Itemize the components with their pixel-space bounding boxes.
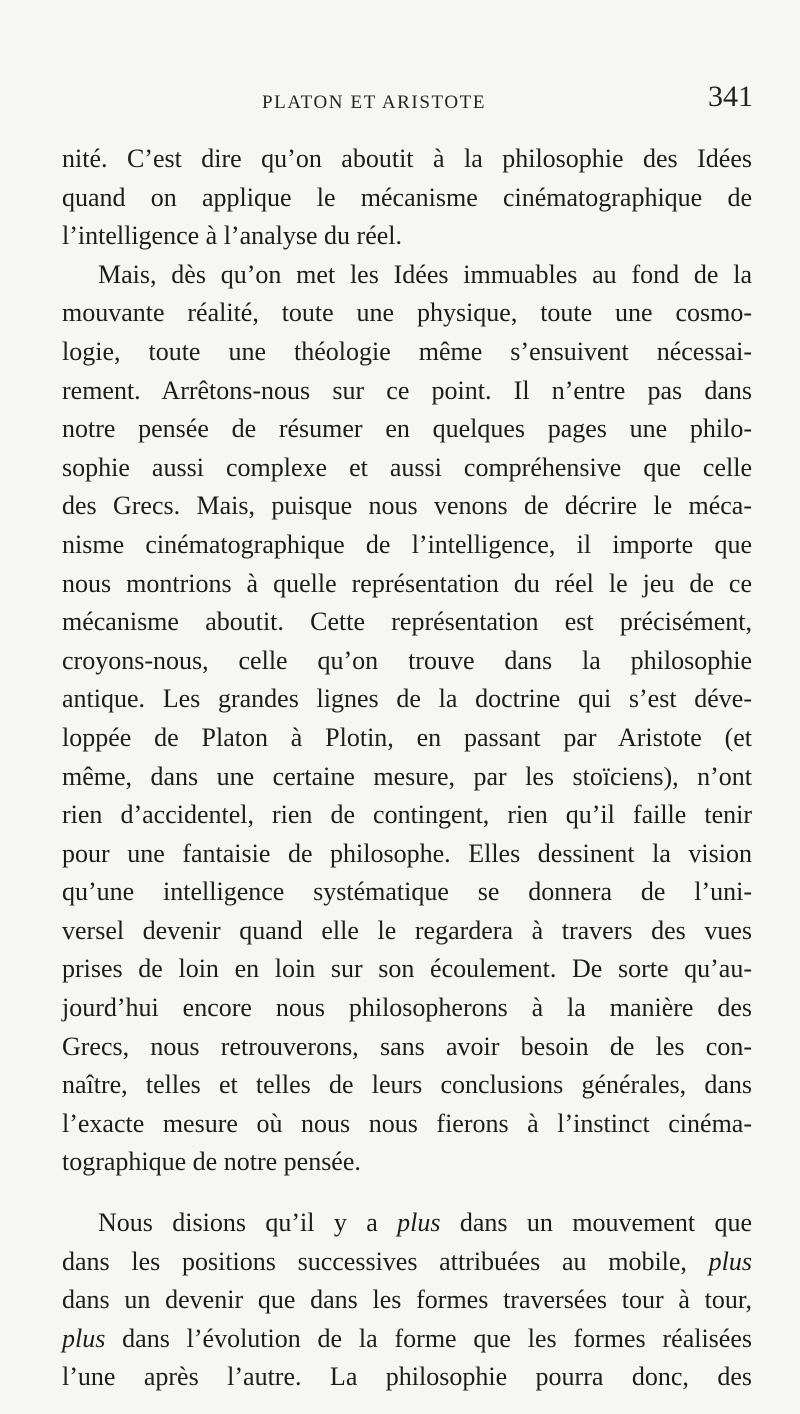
text-line: rement. Arrêtons-nous sur ce point. Il n’entre pas dans: [62, 375, 752, 405]
italic-word: plus: [397, 1208, 441, 1238]
text-line: l’intelligence à l’analyse du réel.: [62, 221, 403, 251]
text-line: prises de loin en loin sur son écoulement. De sorte qu’au-: [62, 954, 752, 984]
text-line: versel devenir quand elle le regardera à travers des vues: [62, 915, 752, 945]
text-line: l’exacte mesure où nous nous fierons à l’instinct cinéma-: [62, 1108, 752, 1138]
text-line: même, dans une certaine mesure, par les stoïciens), n’ont: [62, 761, 752, 791]
text-line: Grecs, nous retrouverons, sans avoir besoin de les con-: [62, 1031, 752, 1061]
text-run: dans un mouvement que: [440, 1208, 752, 1238]
body-text: [62, 140, 752, 1397]
text-line: croyons-nous, celle qu’on trouve dans la philosophie: [62, 645, 752, 675]
text-line: dans un devenir que dans les formes traversées tour à tour,: [62, 1285, 752, 1315]
text-line: [62, 1320, 752, 1359]
text-line: [62, 1243, 752, 1282]
paragraph-gap: [62, 1182, 752, 1204]
text-run: dans l’évolution de la forme que les formes réalisées: [105, 1323, 752, 1353]
text-line: loppée de Platon à Plotin, en passant par Aristote (et: [62, 722, 752, 752]
text-run: dans les positions successives attribuées au mobile,: [62, 1246, 709, 1276]
page-number: 341: [708, 80, 753, 113]
text-line: [62, 1204, 752, 1243]
text-line: notre pensée de résumer en quelques pages une philo-: [62, 414, 752, 444]
text-line: mouvante réalité, toute une physique, toute une cosmo-: [62, 298, 752, 328]
text-line: naître, telles et telles de leurs conclusions générales, dans: [62, 1070, 752, 1100]
text-line: jourd’hui encore nous philosopherons à la manière des: [62, 993, 752, 1023]
text-line: mécanisme aboutit. Cette représentation est précisément,: [62, 607, 752, 637]
text-line: rien d’accidentel, rien de contingent, rien qu’il faille tenir: [62, 800, 752, 830]
text-line: nisme cinématographique de l’intelligence, il importe que: [62, 529, 752, 559]
text-line: nous montrions à quelle représentation du réel le jeu de ce: [62, 568, 752, 598]
text-line: pour une fantaisie de philosophe. Elles dessinent la vision: [62, 838, 752, 868]
text-line: nité. C’est dire qu’on aboutit à la philosophie des Idées: [62, 144, 752, 173]
running-title: PLATON ET ARISTOTE: [262, 92, 487, 113]
text-line: logie, toute une théologie même s’ensuivent nécessai-: [62, 336, 752, 366]
text-line: tographique de notre pensée.: [62, 1147, 361, 1177]
text-line: des Grecs. Mais, puisque nous venons de décrire le méca-: [62, 491, 752, 521]
text-line: sophie aussi complexe et aussi compréhensive que celle: [62, 452, 752, 482]
text-line: l’une après l’autre. La philosophie pourra donc, des: [62, 1362, 752, 1392]
text-run: Nous disions qu’il y a: [98, 1208, 398, 1238]
text-line: Mais, dès qu’on met les Idées immuables au fond de la: [98, 259, 752, 289]
italic-word: plus: [62, 1323, 106, 1353]
italic-word: plus: [708, 1246, 752, 1276]
text-line: antique. Les grandes lignes de la doctrine qui s’est déve-: [62, 684, 752, 714]
text-line: qu’une intelligence systématique se donnera de l’uni-: [62, 877, 752, 907]
text-line: quand on applique le mécanisme cinématographique de: [62, 182, 752, 212]
